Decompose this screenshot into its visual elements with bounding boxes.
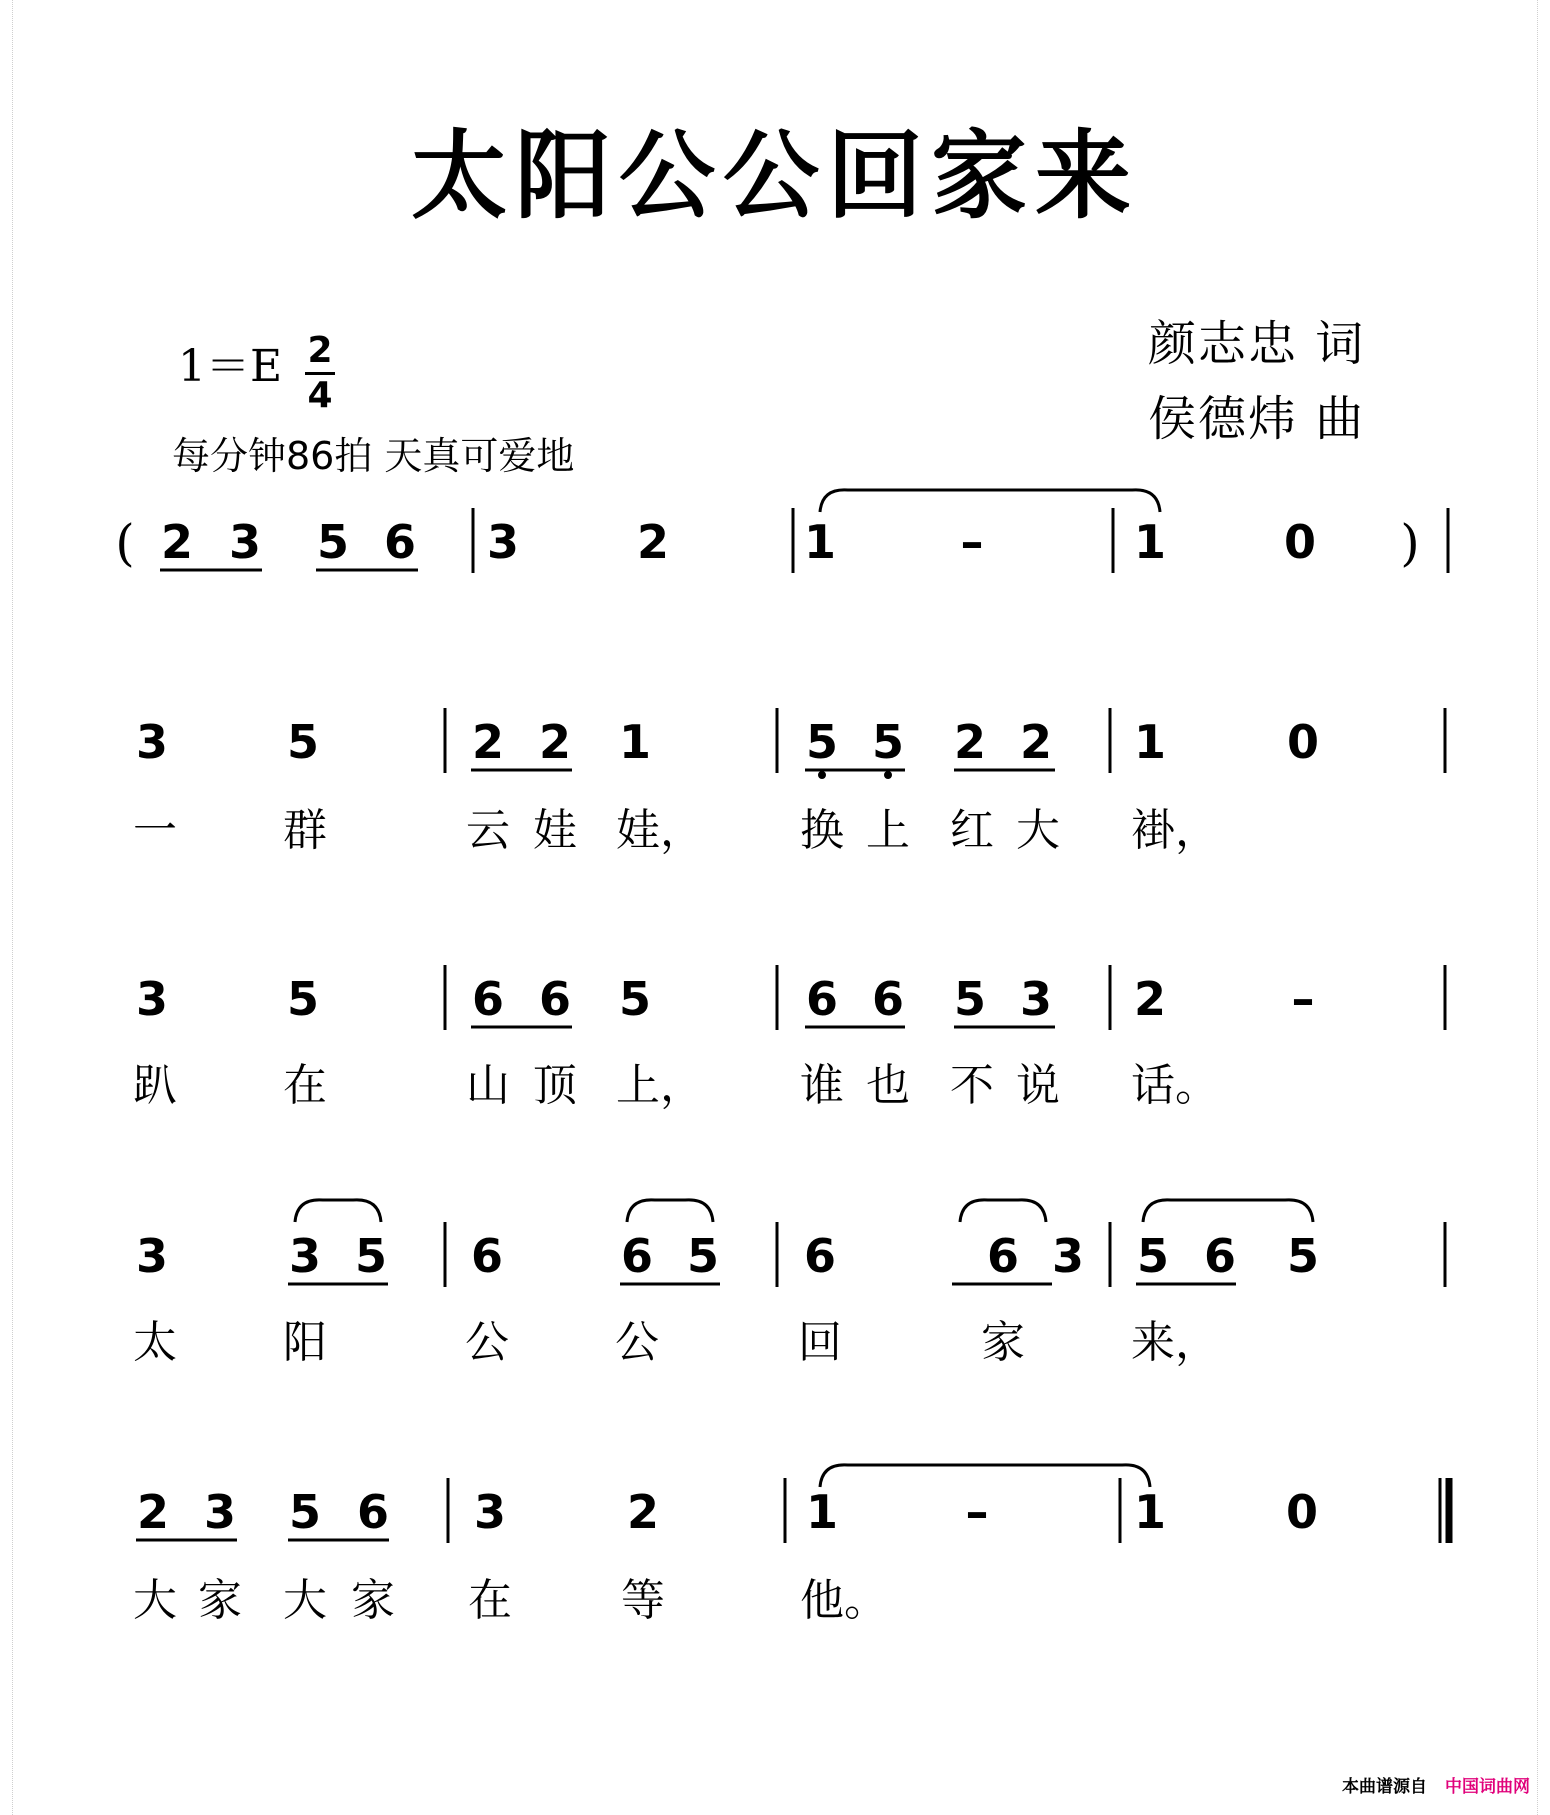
note-3-9: 3	[1019, 972, 1053, 1026]
octave-dot-2-2	[884, 771, 892, 779]
note-1-1: 2	[160, 515, 194, 569]
lyric-3-6: 谁	[800, 1060, 844, 1111]
note-1-3: 5	[316, 515, 350, 569]
note-2-2: 5	[286, 715, 320, 769]
note-4-4: 6	[470, 1229, 504, 1283]
note-3-11: –	[1291, 972, 1315, 1026]
slur-4-3	[960, 1200, 1046, 1222]
lyric-3-8: 不	[950, 1060, 994, 1111]
lyric-3-10: 话。	[1131, 1060, 1219, 1111]
note-3-8: 5	[953, 972, 987, 1026]
note-1-2: 3	[228, 515, 262, 569]
lyric-3-9: 说	[1016, 1060, 1060, 1111]
lyric-2-1: 一	[133, 805, 177, 856]
note-3-7: 6	[871, 972, 905, 1026]
note-2-9: 2	[1019, 715, 1053, 769]
lyric-3-4: 顶	[533, 1060, 577, 1111]
note-5-6: 2	[626, 1485, 660, 1539]
slur-4-4	[1143, 1200, 1313, 1222]
lyric-5-7: 他。	[800, 1575, 888, 1626]
lyric-4-7: 来，	[1131, 1317, 1219, 1368]
source-site: 中国词曲网	[1445, 1777, 1530, 1797]
song-title: 太阳公公回家来	[411, 119, 1139, 232]
note-2-6: 5	[805, 715, 839, 769]
composer-credit: 侯德炜 曲	[1148, 391, 1366, 447]
note-2-5: 1	[618, 715, 652, 769]
note-5-5: 3	[473, 1485, 507, 1539]
note-4-1: 3	[135, 1229, 169, 1283]
note-3-10: 2	[1133, 972, 1167, 1026]
note-3-4: 6	[538, 972, 572, 1026]
time-numerator: 2	[305, 330, 335, 375]
note-2-7: 5	[871, 715, 905, 769]
note-2-3: 2	[471, 715, 505, 769]
lyric-3-2: 在	[283, 1060, 327, 1111]
lyric-2-7: 上	[866, 805, 910, 856]
lyric-2-3: 云	[466, 805, 510, 856]
note-5-10: 0	[1285, 1485, 1319, 1539]
note-4-10: 5	[1136, 1229, 1170, 1283]
note-3-5: 5	[618, 972, 652, 1026]
lyric-3-1: 趴	[133, 1060, 177, 1111]
lyricist-credit: 颜志忠 词	[1148, 316, 1366, 372]
note-5-9: 1	[1133, 1485, 1167, 1539]
lyric-5-4: 家	[351, 1575, 395, 1626]
note-2-1: 3	[135, 715, 169, 769]
lyric-2-10: 褂，	[1131, 805, 1219, 856]
note-4-9: 3	[1051, 1229, 1085, 1283]
source-footer	[1342, 1772, 1530, 1797]
lyric-4-4: 公	[615, 1317, 659, 1368]
note-3-1: 3	[135, 972, 169, 1026]
lyric-2-6: 换	[800, 805, 844, 856]
lyric-3-5: 上，	[616, 1060, 704, 1111]
lyric-4-1: 太	[133, 1317, 177, 1368]
octave-dot-2-1	[818, 771, 826, 779]
note-5-3: 5	[288, 1485, 322, 1539]
note-1-5: 3	[486, 515, 520, 569]
note-1-4: 6	[383, 515, 417, 569]
lyric-3-7: 也	[866, 1060, 910, 1111]
note-5-8: –	[965, 1485, 989, 1539]
note-3-6: 6	[805, 972, 839, 1026]
note-4-3: 5	[354, 1229, 388, 1283]
lyric-2-5: 娃，	[616, 805, 704, 856]
note-2-4: 2	[538, 715, 572, 769]
note-1-7: 1	[803, 515, 837, 569]
note-2-8: 2	[953, 715, 987, 769]
slur-4-2	[627, 1200, 713, 1222]
slur-4-1	[295, 1200, 381, 1222]
key-signature: 1＝E	[178, 341, 283, 392]
tempo-marking: 每分钟86拍 天真可爱地	[172, 434, 575, 478]
lyric-4-2: 阳	[283, 1317, 327, 1368]
note-3-3: 6	[471, 972, 505, 1026]
note-5-2: 3	[203, 1485, 237, 1539]
lyric-4-3: 公	[465, 1317, 509, 1368]
note-3-2: 5	[286, 972, 320, 1026]
note-4-8: 6	[986, 1229, 1020, 1283]
lyric-2-8: 红	[950, 805, 994, 856]
lyric-4-5: 回	[798, 1317, 842, 1368]
note-4-6: 5	[686, 1229, 720, 1283]
note-2-11: 0	[1286, 715, 1320, 769]
note-5-4: 6	[356, 1485, 390, 1539]
note-4-7: 6	[803, 1229, 837, 1283]
note-4-12: 5	[1286, 1229, 1320, 1283]
lyric-2-4: 娃	[533, 805, 577, 856]
note-4-2: 3	[288, 1229, 322, 1283]
slur-1-1	[820, 490, 1160, 512]
note-5-7: 1	[805, 1485, 839, 1539]
note-2-10: 1	[1133, 715, 1167, 769]
lyric-5-1: 大	[133, 1575, 177, 1626]
slur-5-1	[820, 1465, 1150, 1487]
source-label: 本曲谱源自	[1342, 1777, 1427, 1797]
lyric-5-3: 大	[283, 1575, 327, 1626]
open-paren: (	[115, 514, 135, 572]
note-5-1: 2	[136, 1485, 170, 1539]
note-1-6: 2	[636, 515, 670, 569]
note-1-9: 1	[1133, 515, 1167, 569]
lyric-5-6: 等	[621, 1575, 665, 1626]
note-4-5: 6	[620, 1229, 654, 1283]
note-1-8: –	[960, 515, 984, 569]
lyric-5-2: 家	[198, 1575, 242, 1626]
lyric-2-2: 群	[283, 805, 327, 856]
lyric-4-6: 家	[981, 1317, 1025, 1368]
time-denominator: 4	[307, 375, 333, 416]
lyric-2-9: 大	[1016, 805, 1060, 856]
lyric-3-3: 山	[466, 1060, 510, 1111]
note-4-11: 6	[1203, 1229, 1237, 1283]
note-1-10: 0	[1283, 515, 1317, 569]
close-paren: )	[1400, 514, 1420, 572]
lyric-5-5: 在	[468, 1575, 512, 1626]
